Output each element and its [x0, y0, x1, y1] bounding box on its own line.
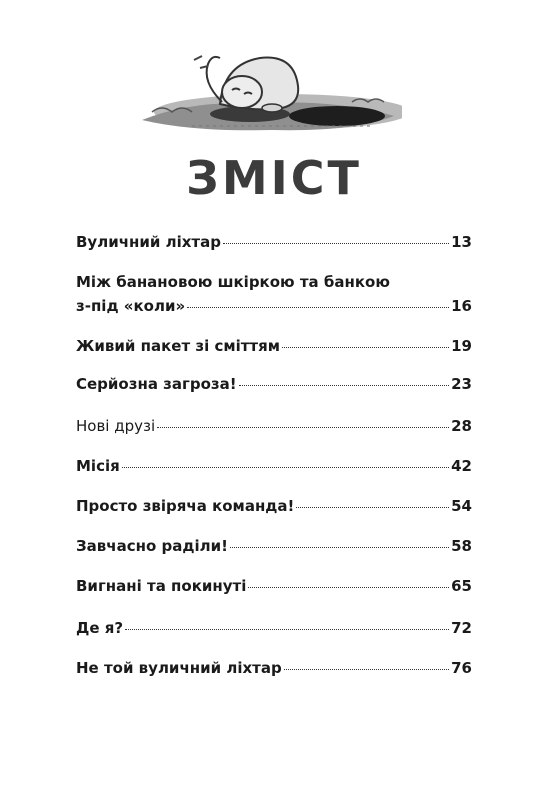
toc-entry-title: Вуличний ліхтар	[76, 233, 221, 251]
toc-entry-title: Живий пакет зі сміттям	[76, 337, 281, 355]
toc-entry-page: 76	[451, 659, 472, 677]
toc-entry-page: 58	[451, 537, 472, 555]
toc-entry	[76, 496, 472, 516]
toc-entry-page: 42	[451, 457, 472, 475]
page-title: ЗМІСТ	[186, 151, 362, 205]
toc-leader-dots	[187, 307, 449, 308]
toc-entry-title: Місія	[76, 457, 120, 475]
toc-entry	[76, 232, 472, 252]
toc-entry-page: 16	[451, 297, 472, 315]
toc-leader-dots	[125, 629, 449, 630]
toc-entry-title: Де я?	[76, 619, 124, 637]
toc-leader-dots	[296, 507, 449, 508]
toc-leader-dots	[223, 243, 449, 244]
toc-leader-dots	[157, 427, 449, 428]
toc-entry-title-line1: Між банановою шкіркою та банкою	[76, 273, 390, 291]
toc-entry-title: Нові друзі	[76, 417, 156, 435]
toc-entry-title: Завчасно раділи!	[76, 537, 228, 555]
toc-entry-title: Вигнані та покинуті	[76, 577, 247, 595]
toc-entry	[76, 456, 472, 476]
toc-entry	[76, 416, 472, 436]
toc-entry-title: Не той вуличний ліхтар	[76, 659, 282, 677]
toc-leader-dots	[282, 347, 449, 348]
toc-entry	[76, 536, 472, 556]
toc-leader-dots	[239, 385, 450, 386]
toc-entry	[76, 374, 472, 394]
toc-entry-page: 72	[451, 619, 472, 637]
toc-entry	[76, 618, 472, 638]
toc-entry-page: 23	[451, 375, 472, 393]
toc-leader-dots	[230, 547, 449, 548]
toc-entry	[76, 272, 472, 316]
toc-entry-page: 54	[451, 497, 472, 515]
sleeping-creature-in-hole-illustration	[132, 42, 402, 134]
toc-leader-dots	[284, 669, 449, 670]
toc-leader-dots	[122, 467, 449, 468]
toc-entry-page: 28	[451, 417, 472, 435]
toc-entry-title: з-під «коли»	[76, 297, 186, 315]
toc-entry-page: 19	[451, 337, 472, 355]
toc-entry-page: 13	[451, 233, 472, 251]
toc-entry	[76, 576, 472, 596]
toc-entry	[76, 336, 472, 356]
toc-entry	[76, 658, 472, 678]
toc-entry-title: Серйозна загроза!	[76, 375, 237, 393]
toc-entry-page: 65	[451, 577, 472, 595]
toc-leader-dots	[248, 587, 449, 588]
toc-entry-title: Просто звіряча команда!	[76, 497, 295, 515]
